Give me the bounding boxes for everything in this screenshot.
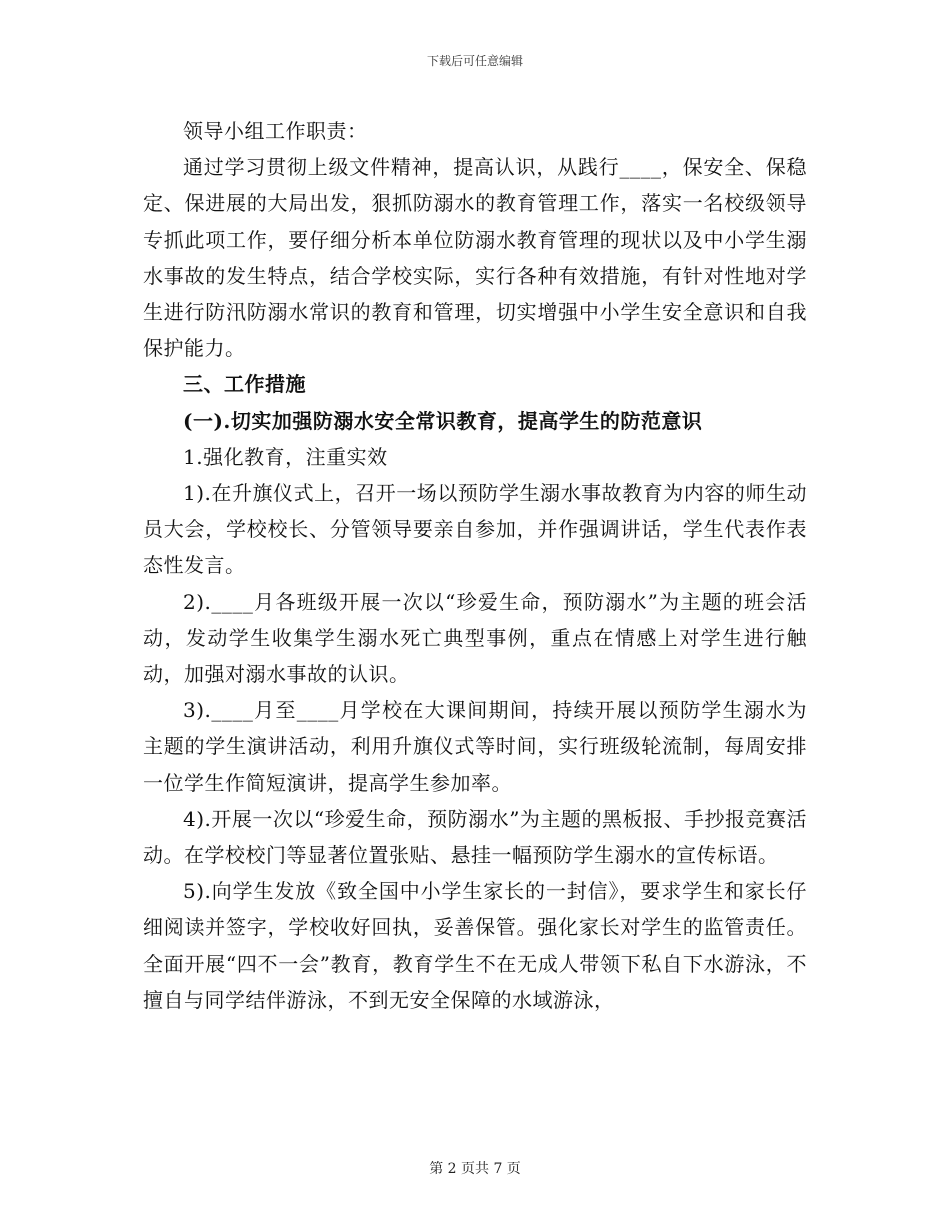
paragraph-item-1: 1).在升旗仪式上，召开一场以预防学生溺水事故教育为内容的师生动员大会，学校校长、分管领导要亲自参加，并作强调讲话，学生代表作表态性发言。 <box>143 481 807 578</box>
paragraph-duties-detail: 通过学习贯彻上级文件精神，提高认识，从践行____，保安全、保稳定、保进展的大局出发，狠抓防溺水的教育管理工作，落实一名校级领导专抓此项工作，要仔细分析本单位防溺水教育管理的现状以及中小学生溺水事故的发生特点，结合学校实际，实行各种有效措施，有针对性地对学生进行防汛防溺水常识的教育和管理，切实增强中小学生安全意识和自我保护能力。 <box>143 155 807 361</box>
paragraph-item-5: 5).向学生发放《致全国中小学生家长的一封信》，要求学生和家长仔细阅读并签字，学校收好回执，妥善保管。强化家长对学生的监管责任。全面开展“四不一会”教育，教育学生不在无成人带领下私自下水游泳，不擅自与同学结伴游泳，不到无安全保障的水域游泳， <box>143 879 807 1012</box>
paragraph-item-4: 4).开展一次以“珍爱生命，预防溺水”为主题的黑板报、手抄报竞赛活动。在学校校门等显著位置张贴、悬挂一幅预防学生溺水的宣传标语。 <box>143 806 807 868</box>
page-header: 下载后可任意编辑 <box>426 54 523 68</box>
paragraph-item-3: 3).____月至____月学校在大课间期间，持续开展以预防学生溺水为主题的学生演讲活动，利用升旗仪式等时间，实行班级轮流制，每周安排一位学生作简短演讲，提高学生参加率。 <box>143 698 807 795</box>
document-body <box>143 113 807 1018</box>
subsection-heading-education: (一).切实加强防溺水安全常识教育，提高学生的防范意识 <box>183 408 703 433</box>
paragraph-leadership-duties: 领导小组工作职责： <box>183 119 368 143</box>
item-heading-strengthen-education: 1.强化教育，注重实效 <box>183 444 388 469</box>
paragraph-item-2: 2).____月各班级开展一次以“珍爱生命，预防溺水”为主题的班会活动，发动学生收集学生溺水死亡典型事例，重点在情感上对学生进行触动，加强对溺水事故的认识。 <box>143 589 807 687</box>
page-footer: 第 2 页共 7 页 <box>429 1161 521 1177</box>
section-heading-measures: 三、工作措施 <box>183 372 306 397</box>
